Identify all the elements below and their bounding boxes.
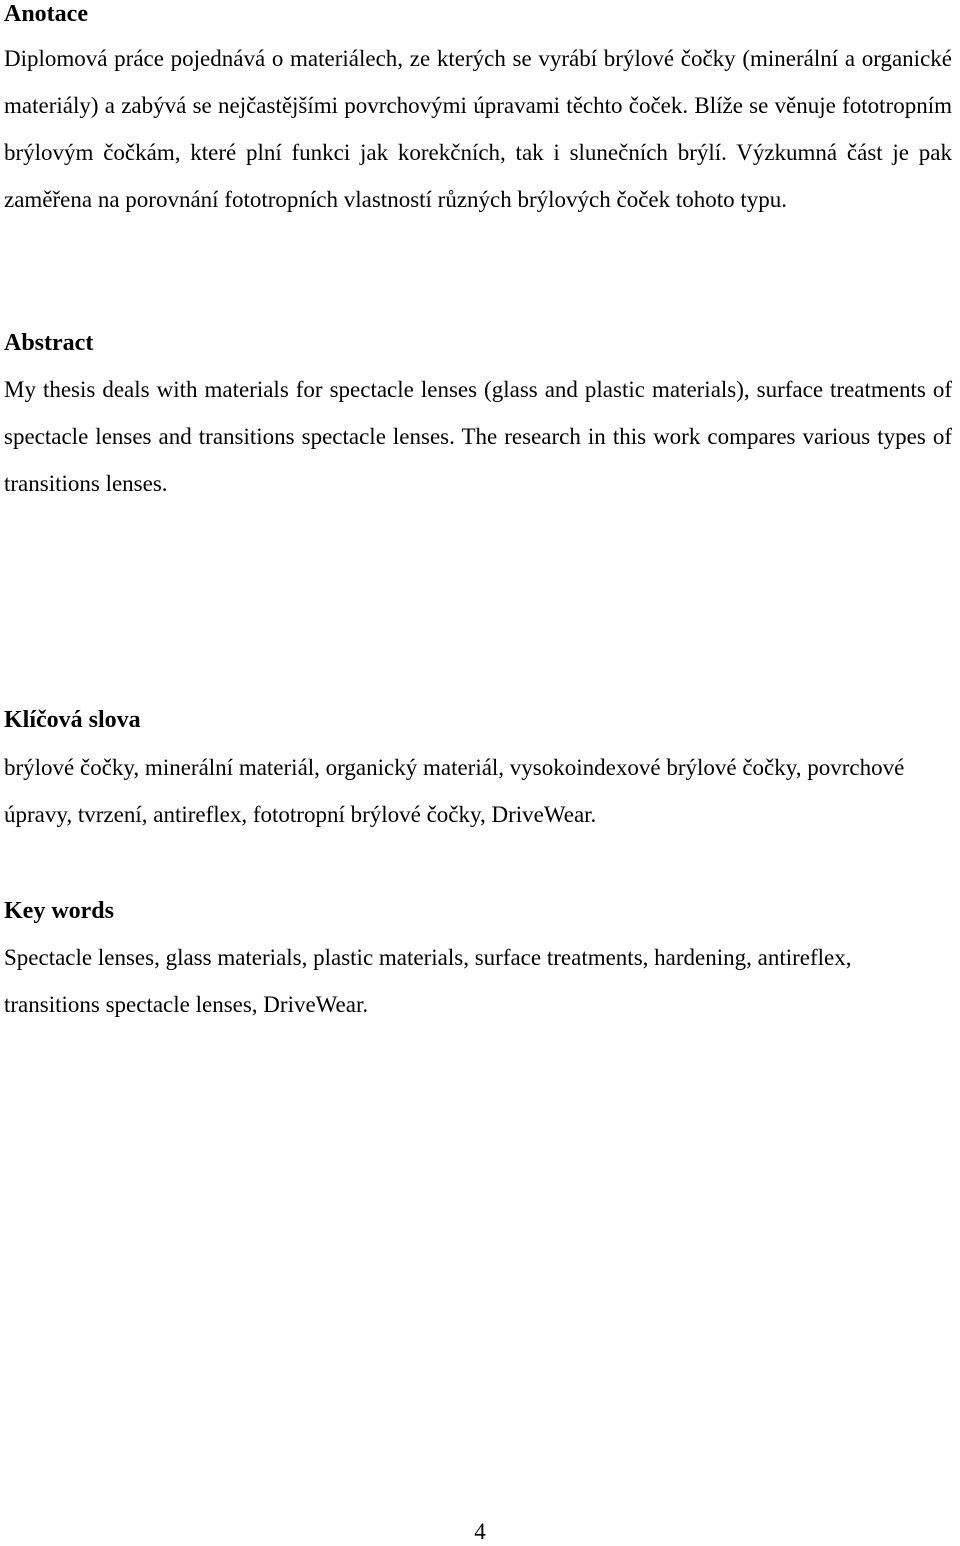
anotace-paragraph: Diplomová práce pojednává o materiálech, ze kterých se vyrábí brýlové čočky (minerální a organické materiály) a zabývá se nejčastějšími povrchovými úpravami těchto čoček. Blíže se věnuje fototropním brýlovým čočkám, které plní funkci jak korekčních, tak i slunečních brýlí. Výzkumná část je pak zaměřena na porovnání fototropních vlastností různých brýlových čoček tohoto typu.: [4, 46, 952, 212]
key-words-heading: Key words: [4, 898, 114, 924]
klicova-slova-heading: Klíčová slova: [4, 707, 141, 733]
key-words-paragraph: Spectacle lenses, glass materials, plastic materials, surface treatments, hardening, antireflex, transitions spectacle lenses, DriveWear.: [4, 945, 852, 1017]
abstract-heading: Abstract: [4, 330, 94, 356]
klicova-slova-paragraph: brýlové čočky, minerální materiál, organický materiál, vysokoindexové brýlové čočky, povrchové úpravy, tvrzení, antireflex, fototropní brýlové čočky, DriveWear.: [4, 755, 905, 827]
anotace-heading: Anotace: [4, 1, 88, 27]
page-number: 4: [474, 1519, 486, 1544]
abstract-paragraph: My thesis deals with materials for spectacle lenses (glass and plastic materials), surface treatments of spectacle lenses and transitions spectacle lenses. The research in this work compares various types of transitions lenses.: [4, 377, 952, 496]
